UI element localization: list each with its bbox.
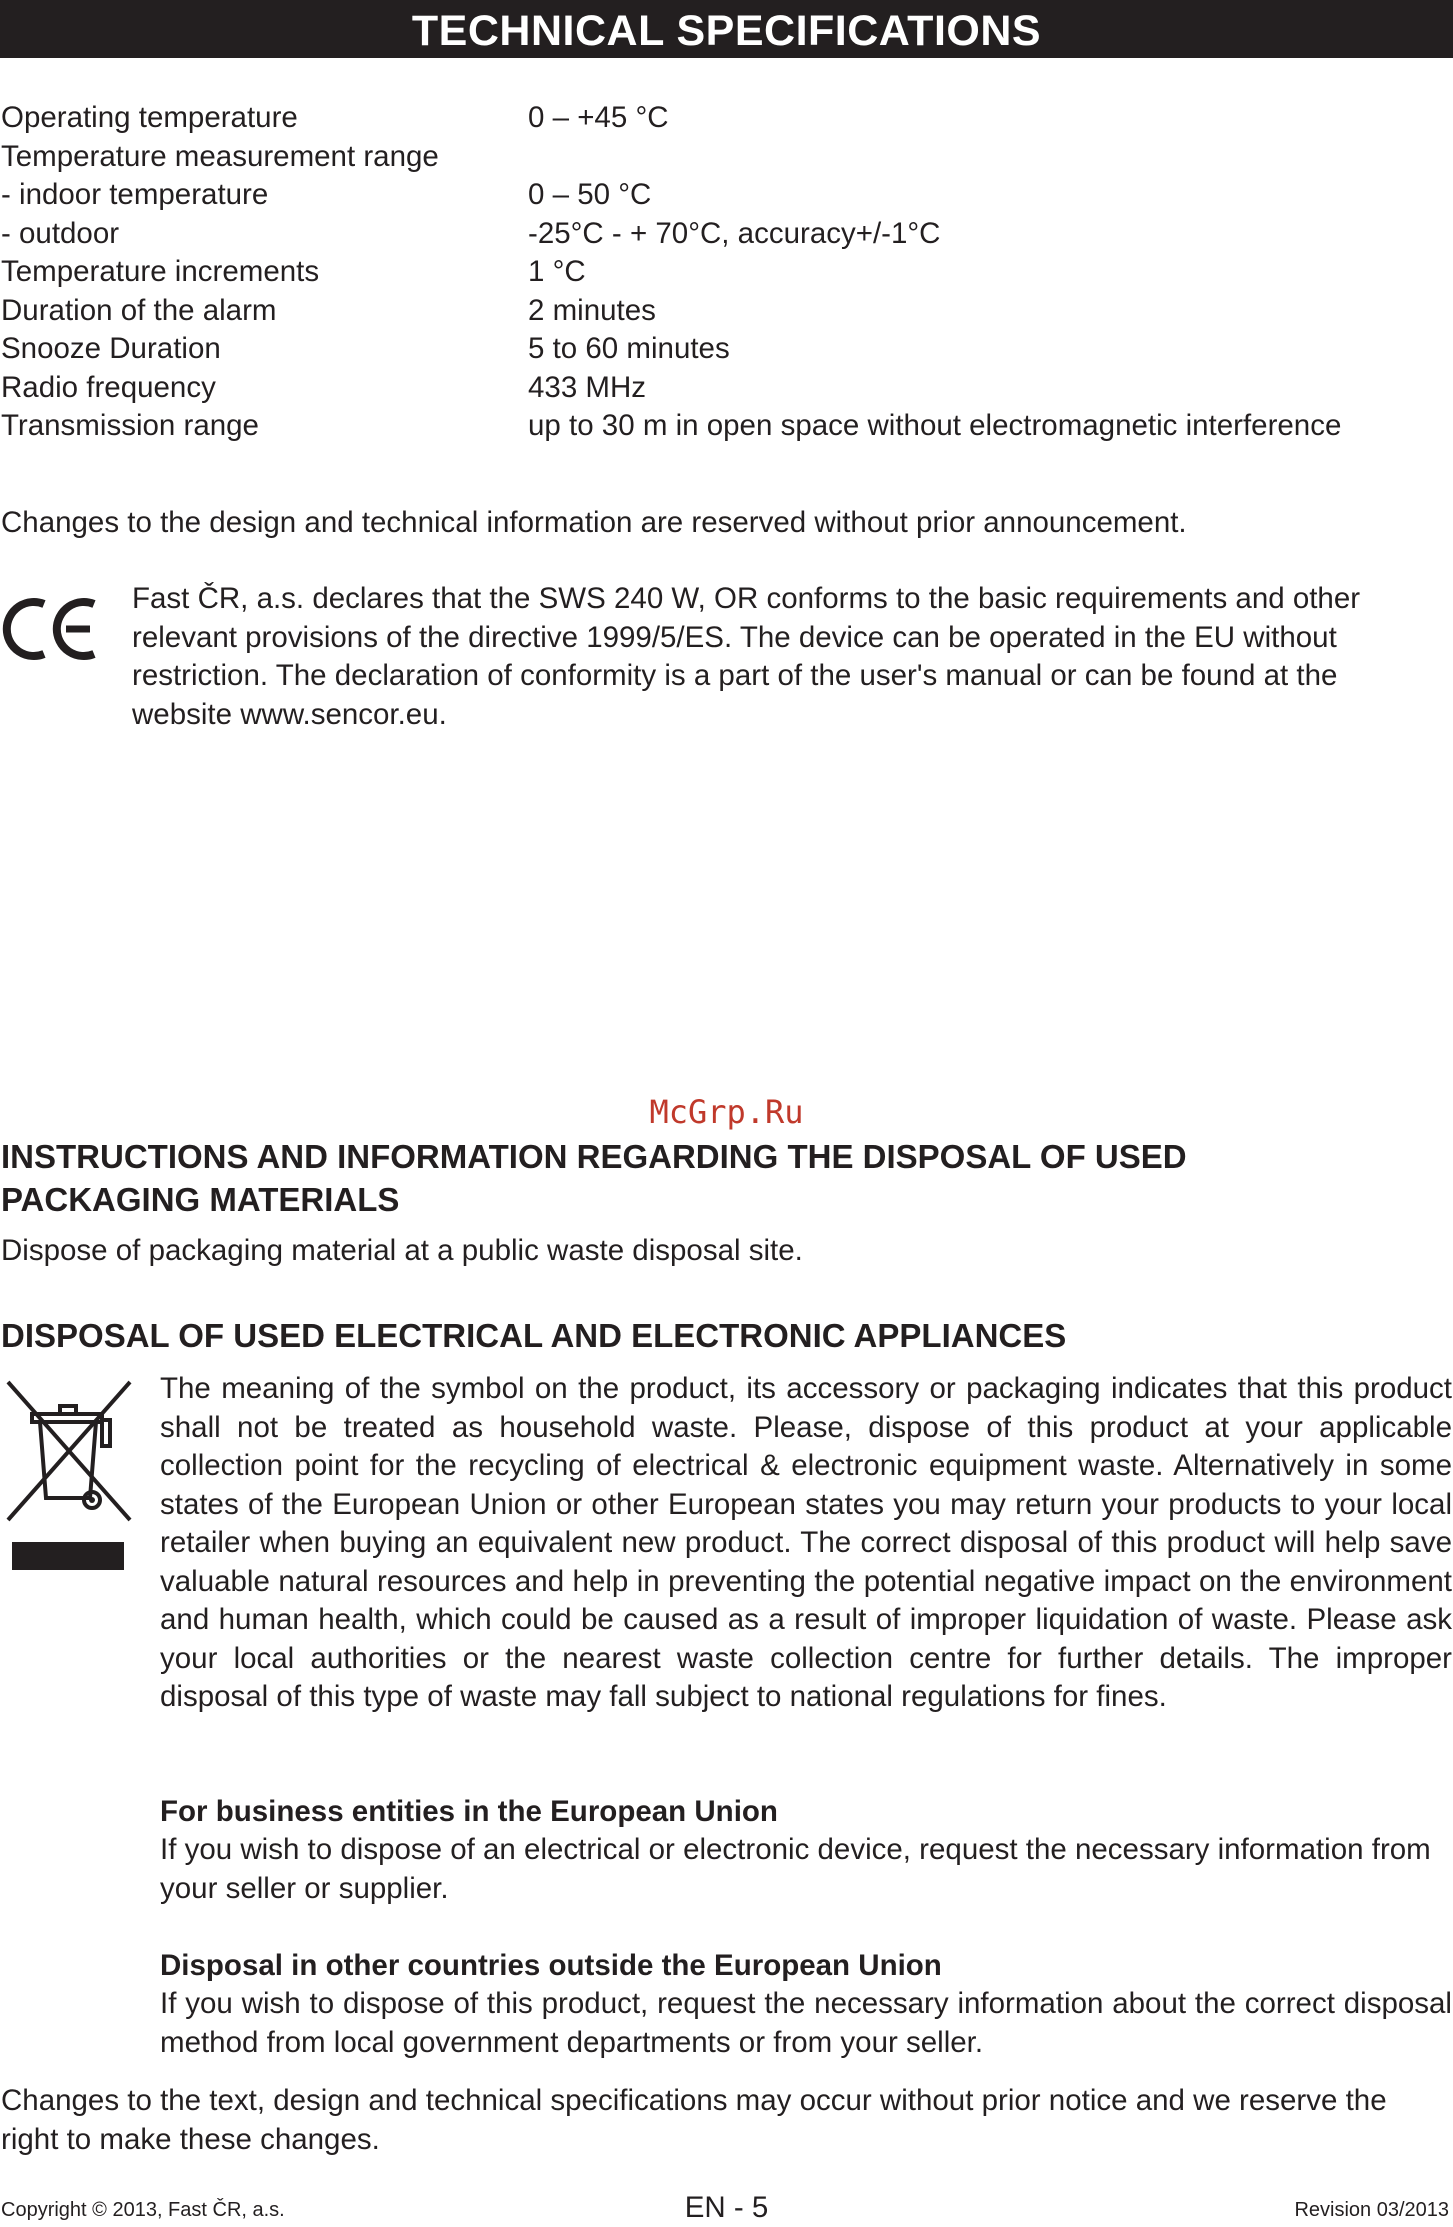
spec-label: Transmission range bbox=[1, 409, 259, 442]
spec-label: Radio frequency bbox=[1, 370, 216, 404]
spec-table bbox=[0, 99, 1453, 446]
spec-value: 1 °C bbox=[528, 255, 586, 288]
spec-value: 0 – +45 °C bbox=[528, 101, 669, 134]
spec-value: 2 minutes bbox=[528, 293, 656, 327]
spec-row bbox=[0, 253, 1453, 292]
page-title: TECHNICAL SPECIFICATIONS bbox=[0, 0, 1453, 58]
spec-row bbox=[0, 407, 1453, 446]
spec-row bbox=[0, 369, 1453, 408]
footer-copyright: Copyright © 2013, Fast ČR, a.s. bbox=[1, 2199, 285, 2221]
spec-label: Duration of the alarm bbox=[1, 293, 277, 327]
spec-value: 5 to 60 minutes bbox=[528, 332, 730, 365]
spec-row bbox=[0, 330, 1453, 369]
spec-label: Temperature increments bbox=[1, 255, 320, 288]
spec-label: Operating temperature bbox=[1, 101, 298, 134]
changes-note: Changes to the design and technical information are reserved without prior announcement. bbox=[1, 506, 1187, 539]
crossed-bin-icon bbox=[4, 1374, 134, 1574]
spec-label: - outdoor bbox=[1, 216, 120, 250]
outside-eu-text: If you wish to dispose of this product, request the necessary information about the correct disposal method from local government departments or from your seller. bbox=[160, 1987, 1452, 2059]
weee-heading: DISPOSAL OF USED ELECTRICAL AND ELECTRONIC APPLIANCES bbox=[1, 1317, 1067, 1354]
ce-mark-icon bbox=[0, 594, 100, 664]
spec-value: up to 30 m in open space without electromagnetic interference bbox=[528, 409, 1342, 442]
packaging-text: Dispose of packaging material at a public waste disposal site. bbox=[1, 1234, 803, 1267]
spec-label: - indoor temperature bbox=[1, 178, 269, 211]
business-text: If you wish to dispose of an electrical or electronic device, request the necessary information from your seller or supplier. bbox=[160, 1833, 1431, 1905]
spec-row bbox=[0, 138, 1453, 177]
packaging-heading: INSTRUCTIONS AND INFORMATION REGARDING THE DISPOSAL OF USED PACKAGING MATERIALS bbox=[1, 1138, 1187, 1218]
spec-label: Snooze Duration bbox=[1, 332, 221, 365]
spec-value: -25°C - + 70°C, accuracy+/-1°C bbox=[528, 216, 941, 250]
spec-value: 433 MHz bbox=[528, 370, 647, 404]
spec-value: 0 – 50 °C bbox=[528, 178, 652, 211]
spec-row bbox=[0, 215, 1453, 254]
spec-row bbox=[0, 292, 1453, 331]
outside-eu-heading: Disposal in other countries outside the European Union bbox=[160, 1949, 942, 1982]
final-note: Changes to the text, design and technical specifications may occur without prior notice and we reserve the right to make these changes. bbox=[1, 2084, 1387, 2156]
spec-label: Temperature measurement range bbox=[1, 139, 439, 173]
spec-row bbox=[0, 176, 1453, 215]
business-heading: For business entities in the European Union bbox=[160, 1795, 778, 1828]
page-number: EN - 5 bbox=[684, 2191, 769, 2224]
weee-text: The meaning of the symbol on the product, its accessory or packaging indicates that this product shall not be treated as household waste. Please, dispose of this product at your applicable collection point for the recycling of electrical & electronic equipment waste. Alternatively in some states of the European Union or other European states you may return your products to your local retailer when buying an equivalent new product. The correct disposal of this product will help save valuable natural resources and help in preventing the potential negative impact on the environment and human health, which could be caused as a result of improper liquidation of waste. Please ask your local authorities or the nearest waste collection centre for further details. The improper disposal of this type of waste may fall subject to national regulations for fines. bbox=[160, 1372, 1452, 1713]
conformity-declaration: Fast ČR, a.s. declares that the SWS 240 W, OR conforms to the basic requirements and other relevant provisions of the directive 1999/5/ES. The device can be operated in the EU without restriction. The declaration of conformity is a part of the user's manual or can be found at the website www.sencor.eu. bbox=[132, 582, 1361, 731]
watermark: McGrp.Ru bbox=[649, 1093, 804, 1131]
footer-revision: Revision 03/2013 bbox=[1294, 2199, 1449, 2221]
spec-row bbox=[0, 99, 1453, 138]
